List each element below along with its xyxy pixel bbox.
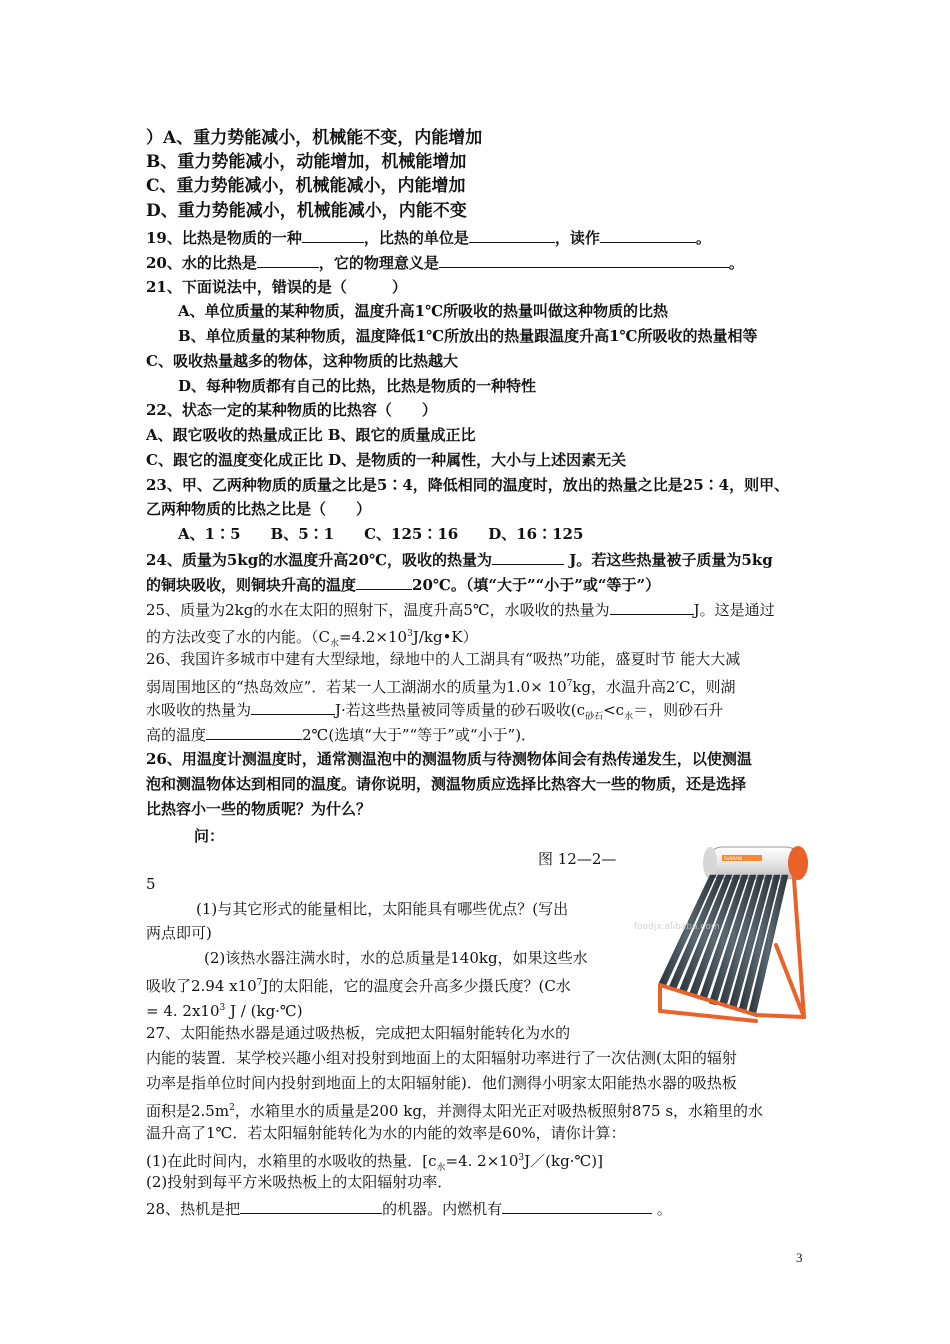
option-b-line: B、重力势能减小，动能增加，机械能增加 bbox=[146, 152, 467, 172]
question-24-cont: 的铜块吸收，则铜块升高的温度 20℃。（填“大于”“小于”或“等于”） bbox=[146, 573, 660, 596]
sub-question-1: (1)与其它形式的能量相比，太阳能具有哪些优点？(写出 bbox=[196, 900, 569, 918]
question-26b-line2: 泡和测温物体达到相同的温度。请你说明，测温物质应选择比热容大一些的物质，还是选择 bbox=[146, 775, 747, 793]
question-26-line3: 水吸收的热量为 J·若这些热量被同等质量的砂石吸收($c_{砂石}<c_水=$，则砂石升 bbox=[146, 698, 723, 728]
question-22: 22、状态一定的某种物质的比热容（ ） bbox=[146, 401, 437, 419]
ask-label: 问： bbox=[194, 827, 225, 845]
question-24: 24、质量为5kg的水温度升高20℃，吸收的热量为 J。若这些热量被子质量为5kg bbox=[146, 548, 773, 571]
brand-logo: SUNRAIN bbox=[724, 856, 742, 861]
question-23: 23、甲、乙两种物质的质量之比是5∶4，降低相同的温度时，放出的热量之比是25∶4，则甲、 bbox=[146, 476, 790, 494]
question-23-options: A、1∶5 B、5∶1 C、125∶16 D、16∶125 bbox=[178, 525, 584, 543]
option-d-line: D、重力势能减小，机械能减小，内能不变 bbox=[146, 201, 467, 221]
figure-caption: 图 12—2— bbox=[538, 850, 617, 868]
question-27: 27、太阳能热水器是通过吸热板，完成把太阳辐射能转化为水的 bbox=[146, 1024, 571, 1042]
sub-question-2: (2)该热水器注满水时，水的总质量是140kg，如果这些水 bbox=[204, 949, 588, 967]
watermark-text: foodjx.alibaba.com bbox=[634, 922, 720, 932]
question-21-option-b: B、单位质量的某种物质，温度降低1℃所放出的热量跟温度升高1℃所吸收的热量相等 bbox=[178, 327, 758, 345]
question-25-cont: 的方法改变了水的内能。$(C_水=4.2\times 10^3J/kg•K)$ bbox=[146, 628, 478, 649]
question-21-option-d: D、每种物质都有自己的比热，比热是物质的一种特性 bbox=[178, 377, 537, 395]
page-number: 3 bbox=[796, 1250, 803, 1265]
question-23-cont: 乙两种物质的比热之比是（ ） bbox=[146, 500, 372, 518]
question-26b: 26、用温度计测温度时，通常测温泡中的测温物质与待测物体间会有热传递发生，以使测温 bbox=[146, 750, 752, 768]
question-22-options-ab: A、跟它吸收的热量成正比 B、跟它的质量成正比 bbox=[146, 426, 476, 444]
question-27-part1: (1)在此时间内，水箱里的水吸收的热量．[$c_水=4$. $2\times 10^3J/(kg\cdot℃)$] bbox=[146, 1152, 603, 1173]
question-19: 19、比热是物质的一种 ，比热的单位是 ，读作 。 bbox=[146, 226, 711, 249]
question-22-options-cd: C、跟它的温度变化成正比 D、是物质的一种属性，大小与上述因素无关 bbox=[146, 451, 627, 469]
question-26b-line3: 比热容小一些的物质呢？为什么？ bbox=[146, 800, 372, 818]
question-27-line3: 功率是指单位时间内投射到地面上的太阳辐射能)．他们测得小明家太阳能热水器的吸热板 bbox=[146, 1074, 737, 1092]
question-21: 21、下面说法中，错误的是（ ） bbox=[146, 278, 407, 296]
question-27-line2: 内能的装置．某学校兴趣小组对投射到地面上的太阳辐射功率进行了一次估测(太阳的辐射 bbox=[146, 1049, 737, 1067]
option-a-line: ）A、重力势能减小，机械能不变，内能增加 bbox=[146, 128, 483, 148]
question-21-option-a: A、单位质量的某种物质，温度升高1℃所吸收的热量叫做这种物质的比热 bbox=[178, 302, 669, 320]
sub-question-2-formula: = 4. $2x10^3$ J / (kg·℃) bbox=[146, 1002, 303, 1020]
question-27-part2: (2)投射到每平方米吸热板上的太阳辐射功率． bbox=[146, 1173, 453, 1191]
figure-caption-cont: 5 bbox=[146, 875, 156, 893]
question-27-line5: 温升高了1℃．若太阳辐射能转化为水的内能的效率是60%，请你计算： bbox=[146, 1124, 626, 1142]
question-28: 28、热机是把 的机器。内燃机有 。 bbox=[146, 1197, 672, 1220]
question-20: 20、水的比热是 ，它的物理意义是 。 bbox=[146, 251, 744, 274]
question-26-line2: 弱周围地区的“热岛效应”．若某一人工湖湖水的质量为$1.0\times 10^7kg$，水温升高2′C，则湖 bbox=[146, 678, 736, 696]
question-26: 26、我国许多城市中建有大型绿地，绿地中的人工湖具有“吸热”功能，盛夏时节 能大大减 bbox=[146, 650, 741, 668]
question-21-option-c: C、吸收热量越多的物体，这种物质的比热越大 bbox=[146, 352, 458, 370]
question-25: 25、质量为2kg的水在太阳的照射下，温度升高5℃，水吸收的热量为 J。这是通过 bbox=[146, 598, 775, 621]
option-c-line: C、重力势能减小，机械能减小，内能增加 bbox=[146, 176, 466, 196]
solar-water-heater-photo bbox=[626, 835, 818, 1027]
sub-question-1-cont: 两点即可) bbox=[146, 924, 212, 942]
question-27-line4: 面积是$2.5m^2$，水箱里水的质量是200 kg，并测得太阳光正对吸热板照射875 s，水箱里的水 bbox=[146, 1102, 764, 1120]
sub-question-2-cont: 吸收了2.94 $x10^7J$的太阳能，它的温度会升高多少摄氏度？(C水 bbox=[146, 977, 571, 995]
question-26-line4: 高的温度 2℃(选填“大于”“等于”或“小于”)． bbox=[146, 723, 536, 746]
